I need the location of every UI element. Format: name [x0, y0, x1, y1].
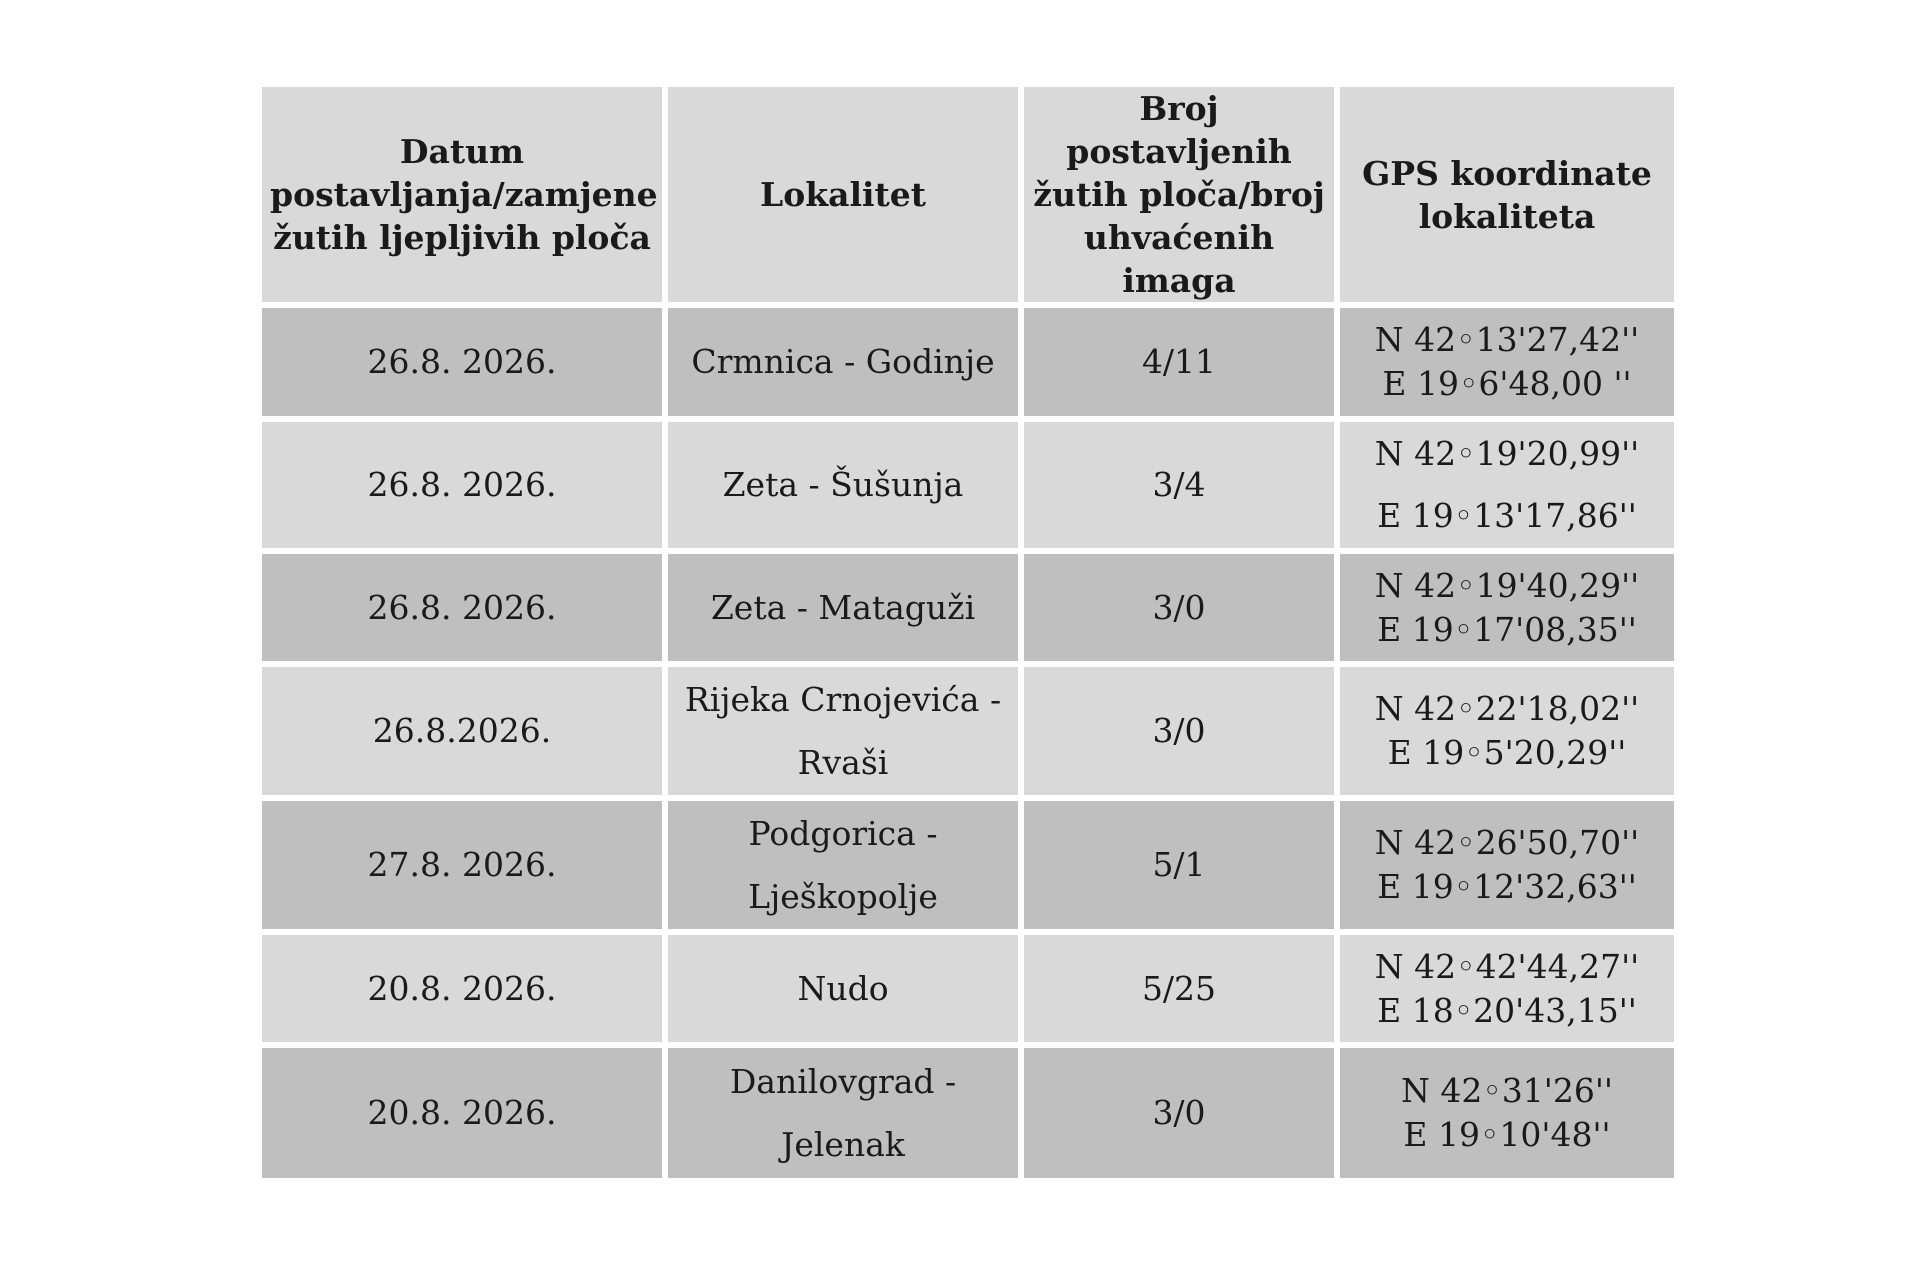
cell-count: 5/1 [1024, 801, 1334, 929]
cell-date: 20.8. 2026. [262, 935, 662, 1042]
header-date: Datum postavljanja/zamjene žutih ljepljivih ploča [262, 87, 662, 302]
cell-location: Rijeka Crnojevića - Rvaši [668, 667, 1018, 795]
cell-count: 4/11 [1024, 308, 1334, 416]
table-row [262, 935, 1674, 1042]
table-row [262, 801, 1674, 929]
cell-date: 26.8. 2026. [262, 422, 662, 548]
cell-count: 5/25 [1024, 935, 1334, 1042]
cell-location: Crmnica - Godinje [668, 308, 1018, 416]
cell-date: 20.8. 2026. [262, 1048, 662, 1178]
cell-count: 3/4 [1024, 422, 1334, 548]
cell-gps: N 42◦13'27,42'' E 19◦6'48,00 '' [1340, 308, 1674, 416]
cell-location: Podgorica - Lješkopolje [668, 801, 1018, 929]
table-row [262, 308, 1674, 416]
table-row [262, 1048, 1674, 1178]
table-row [262, 554, 1674, 661]
header-count: Broj postavljenih žutih ploča/broj uhvaćenih imaga [1024, 87, 1334, 302]
cell-date: 26.8. 2026. [262, 308, 662, 416]
cell-location: Nudo [668, 935, 1018, 1042]
table-row [262, 422, 1674, 548]
cell-location: Danilovgrad - Jelenak [668, 1048, 1018, 1178]
cell-gps: N 42◦19'20,99'' E 19◦13'17,86'' [1340, 422, 1674, 548]
cell-count: 3/0 [1024, 554, 1334, 661]
cell-gps: N 42◦19'40,29'' E 19◦17'08,35'' [1340, 554, 1674, 661]
cell-gps: N 42◦22'18,02'' E 19◦5'20,29'' [1340, 667, 1674, 795]
cell-count: 3/0 [1024, 667, 1334, 795]
cell-gps: N 42◦26'50,70'' E 19◦12'32,63'' [1340, 801, 1674, 929]
yellow-traps-table [256, 81, 1680, 1184]
cell-date: 26.8.2026. [262, 667, 662, 795]
cell-gps: N 42◦31'26'' E 19◦10'48'' [1340, 1048, 1674, 1178]
header-row [262, 87, 1674, 302]
cell-location: Zeta - Šušunja [668, 422, 1018, 548]
cell-gps: N 42◦42'44,27'' E 18◦20'43,15'' [1340, 935, 1674, 1042]
cell-count: 3/0 [1024, 1048, 1334, 1178]
cell-location: Zeta - Mataguži [668, 554, 1018, 661]
cell-date: 26.8. 2026. [262, 554, 662, 661]
cell-date: 27.8. 2026. [262, 801, 662, 929]
header-gps: GPS koordinate lokaliteta [1340, 87, 1674, 302]
header-location: Lokalitet [668, 87, 1018, 302]
table-row [262, 667, 1674, 795]
